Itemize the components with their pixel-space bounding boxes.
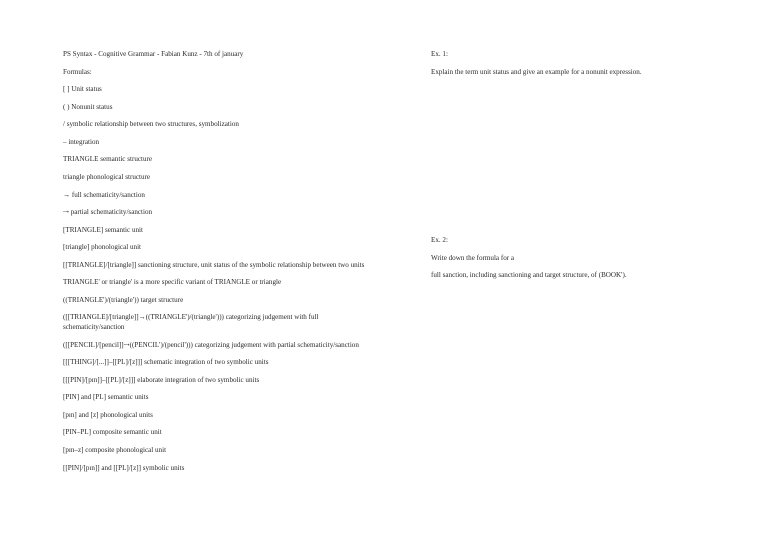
exercise-1-title: Ex. 1: bbox=[431, 50, 448, 58]
exercise-2-text-1: Write down the formula for a bbox=[431, 253, 515, 262]
formula-line: [TRIANGLE] semantic unit bbox=[63, 225, 143, 234]
exercise-1-text: Explain the term unit status and give an example for a nonunit expression. bbox=[431, 67, 642, 76]
exercise-1 bbox=[431, 50, 731, 77]
formula-line: [ ] Unit status bbox=[63, 85, 102, 94]
formula-line: TRIANGLE' or triangle' is a more specific variant of TRIANGLE or triangle bbox=[63, 278, 282, 287]
formula-line: TRIANGLE semantic structure bbox=[63, 155, 153, 164]
formula-line: – integration bbox=[63, 137, 100, 146]
formula-line: [[[THING]/[...]]–[[PL]/[z]]] schematic integration of two symbolic units bbox=[63, 358, 269, 367]
formula-line: ((TRIANGLE')/(triangle')) target structure bbox=[63, 295, 184, 304]
formula-line: / symbolic relationship between two structures, symbolization bbox=[63, 120, 239, 129]
document-header: PS Syntax - Cognitive Grammar - Fabian Kunz - 7th of january bbox=[63, 50, 244, 58]
formulas-column bbox=[52, 50, 372, 481]
formula-line: ⇢ partial schematicity/sanction bbox=[63, 208, 153, 217]
formula-line: [pɪn] and [z] phonological units bbox=[63, 410, 153, 419]
formula-line: [PIN] and [PL] semantic units bbox=[63, 393, 149, 402]
formula-line: ([[TRIANGLE]/[triangle]]→((TRIANGLE')/(triangle'))) categorizing judgement with full schematicity/sanction bbox=[63, 313, 319, 331]
formula-line: [PIN–PL] composite semantic unit bbox=[63, 428, 162, 437]
formula-line: [[TRIANGLE]/[triangle]] sanctioning structure, unit status of the symbolic relationship between two units bbox=[63, 260, 365, 269]
formula-line: triangle phonological structure bbox=[63, 172, 151, 181]
formula-line: ([[PENCIL]/[pencil]]⇢((PENCIL')/(pencil'))) categorizing judgement with partial schematicity/sanction bbox=[63, 340, 359, 349]
formula-line: ( ) Nonunit status bbox=[63, 102, 113, 111]
exercise-2 bbox=[431, 236, 731, 281]
exercise-2-title: Ex. 2: bbox=[431, 236, 448, 244]
formula-line: [pɪn–z] composite phonological unit bbox=[63, 445, 167, 454]
formula-line: [[PIN]/[pɪn]] and [[PL]/[z]] symbolic units bbox=[63, 463, 185, 472]
formula-line: [triangle] phonological unit bbox=[63, 243, 142, 252]
formula-line: → full schematicity/sanction bbox=[63, 190, 145, 199]
formulas-heading: Formulas: bbox=[63, 67, 92, 76]
exercise-2-text-2: full sanction, including sanctioning and target structure, of (BOOK'). bbox=[431, 271, 627, 280]
formula-line: [[[PIN]/[pɪn]]–[[PL]/[z]]] elaborate integration of two symbolic units bbox=[63, 375, 260, 384]
